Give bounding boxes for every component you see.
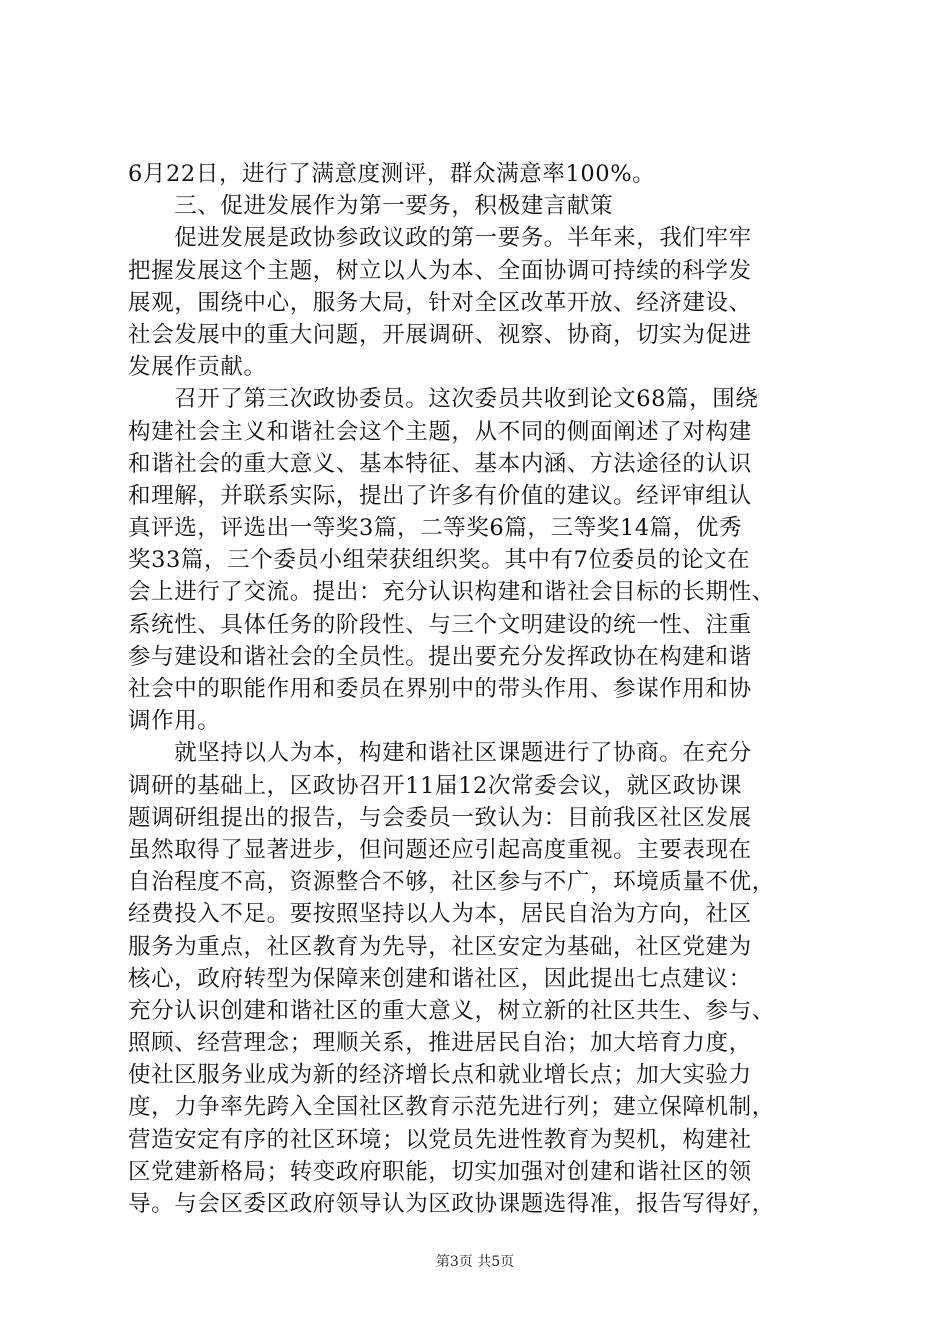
text-line: 使社区服务业成为新的经济增长点和就业增长点；加大实验力 [128, 1062, 752, 1089]
text-line: 营造安定有序的社区环境；以党员先进性教育为契机，构建社 [128, 1126, 752, 1153]
text-line: 调作用。 [128, 708, 221, 735]
text-line: 召开了第三次政协委员。这次委员共收到论文68篇，围绕 [128, 386, 759, 413]
text-line: 社会中的职能作用和委员在界别中的带头作用、参谋作用和协 [128, 676, 752, 702]
text-line: 照顾、经营理念；理顺关系，推进居民自治；加大培育力度， [128, 1030, 752, 1057]
text-line: 社会发展中的重大问题，开展调研、视察、协商，切实为促进 [128, 321, 752, 348]
page-number: 第3页 共5页 [435, 1254, 515, 1270]
text-line: 调研的基础上，区政协召开11届12次常委会议，就区政协课 [128, 772, 743, 799]
text-line: 就坚持以人为本，构建和谐社区课题进行了协商。在充分 [128, 740, 752, 767]
text-line: 系统性、具体任务的阶段性、与三个文明建设的统一性、注重 [128, 611, 752, 638]
text-line: 真评选，评选出一等奖3篇，二等奖6篇，三等奖14篇，优秀 [128, 515, 743, 542]
text-line: 导。与会区委区政府领导认为区政协课题选得准，报告写得好， [128, 1191, 775, 1217]
text-line: 和谐社会的重大意义、基本特征、基本内涵、方法途径的认识 [128, 450, 752, 477]
text-line: 度，力争率先跨入全国社区教育示范先进行列；建立保障机制， [128, 1094, 775, 1121]
text-line: 奖33篇，三个委员小组荣获组织奖。其中有7位委员的论文在 [128, 547, 751, 574]
section-heading: 三、促进发展作为第一要务，积极建言献策 [128, 193, 614, 220]
text-line: 发展作贡献。 [128, 354, 267, 381]
text-line: 参与建设和谐社会的全员性。提出要充分发挥政协在构建和谐 [128, 643, 752, 670]
text-line: 题调研组提出的报告，与会委员一致认为：目前我区社区发展 [128, 804, 752, 831]
text-line: 构建社会主义和谐社会这个主题，从不同的侧面阐述了对构建 [128, 418, 752, 445]
text-line: 核心，政府转型为保障来创建和谐社区，因此提出七点建议： [128, 965, 752, 992]
text-line: 充分认识创建和谐社区的重大意义，树立新的社区共生、参与、 [128, 997, 775, 1024]
text-line: 展观，围绕中心，服务大局，针对全区改革开放、经济建设、 [128, 289, 752, 316]
text-line: 促进发展是政协参政议政的第一要务。半年来，我们牢牢 [128, 225, 752, 252]
text-line: 区党建新格局；转变政府职能，切实加强对创建和谐社区的领 [128, 1158, 752, 1185]
text-line: 6月22日，进行了满意度测评，群众满意率100%。 [128, 161, 656, 187]
document-body [128, 158, 828, 1220]
text-line: 和理解，并联系实际，提出了许多有价值的建议。经评审组认 [128, 482, 752, 509]
text-line: 经费投入不足。要按照坚持以人为本，居民自治为方向，社区 [128, 901, 752, 928]
text-line: 虽然取得了显著进步，但问题还应引起高度重视。主要表现在 [128, 836, 752, 863]
text-line: 会上进行了交流。提出：充分认识构建和谐社会目标的长期性、 [128, 579, 775, 606]
text-line: 自治程度不高，资源整合不够，社区参与不广，环境质量不优， [128, 869, 775, 896]
text-line: 把握发展这个主题，树立以人为本、全面协调可持续的科学发 [128, 257, 752, 284]
text-line: 服务为重点，社区教育为先导，社区安定为基础，社区党建为 [128, 933, 752, 960]
